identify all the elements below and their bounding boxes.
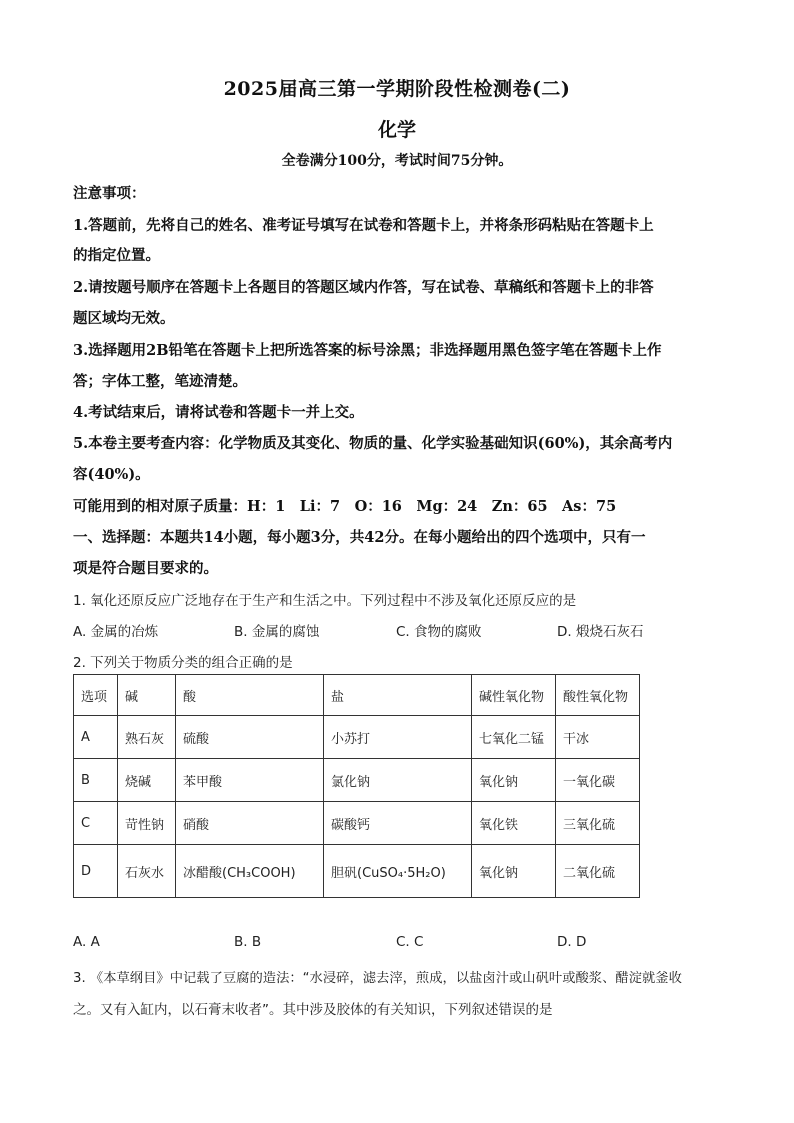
note-3-line-1: 3.选择题用2B铅笔在答题卡上把所选答案的标号涂黑；非选择题用黑色签字笔在答题卡上作: [73, 342, 662, 359]
table-cell: 干冰: [556, 716, 640, 759]
note-3-line-2: 答；字体工整，笔迹清楚。: [73, 373, 247, 390]
question-2-option-c: C. C: [396, 934, 424, 950]
table-cell: 冰醋酸(CH₃COOH): [176, 845, 324, 898]
notes-heading: 注意事项：: [73, 185, 146, 202]
question-1-option-c: C. 食物的腐败: [396, 624, 482, 640]
question-2-option-d: D. D: [557, 934, 587, 950]
subject-title: 化学: [377, 119, 416, 141]
table-cell: 小苏打: [324, 716, 472, 759]
table-header-cell: 选项: [74, 675, 118, 716]
table-row: [74, 802, 640, 845]
section-1-heading-line-1: 一、选择题：本题共14小题，每小题3分，共42分。在每小题给出的四个选项中，只有一: [73, 529, 646, 546]
question-2-stem: 2. 下列关于物质分类的组合正确的是: [73, 655, 293, 671]
question-1-option-b: B. 金属的腐蚀: [234, 624, 320, 640]
note-1-line-1: 1.答题前，先将自己的姓名、准考证号填写在试卷和答题卡上，并将条形码粘贴在答题卡上: [73, 217, 654, 234]
table-cell: 碳酸钙: [324, 802, 472, 845]
full-score-note: 全卷满分100分，考试时间75分钟。: [281, 153, 513, 169]
table-row: [74, 845, 640, 898]
table-header-cell: 酸: [176, 675, 324, 716]
note-2-line-2: 题区域均无效。: [73, 310, 175, 327]
table-cell: 熟石灰: [118, 716, 176, 759]
table-cell: 氧化钠: [472, 759, 556, 802]
question-3-line-2: 之。又有入缸内，以石膏末收者”。其中涉及胶体的有关知识，下列叙述错误的是: [73, 1002, 553, 1018]
table-cell: C: [74, 802, 118, 845]
exam-title: 2025届高三第一学期阶段性检测卷(二): [223, 78, 571, 100]
table-cell: 石灰水: [118, 845, 176, 898]
table-cell: 氧化铁: [472, 802, 556, 845]
table-row: [74, 759, 640, 802]
table-cell: 三氧化硫: [556, 802, 640, 845]
table-cell: 苯甲酸: [176, 759, 324, 802]
table-header-cell: 碱性氧化物: [472, 675, 556, 716]
note-5-line-2: 容(40%)。: [73, 466, 150, 483]
table-cell: 烧碱: [118, 759, 176, 802]
table-cell: 硫酸: [176, 716, 324, 759]
table-cell: 苛性钠: [118, 802, 176, 845]
question-1-stem: 1. 氧化还原反应广泛地存在于生产和生活之中。下列过程中不涉及氧化还原反应的是: [73, 593, 577, 609]
question-2-option-b: B. B: [234, 934, 262, 950]
table-cell: B: [74, 759, 118, 802]
table-cell: D: [74, 845, 118, 898]
note-4: 4.考试结束后，请将试卷和答题卡一并上交。: [73, 404, 364, 421]
table-cell: 硝酸: [176, 802, 324, 845]
note-2-line-1: 2.请按题号顺序在答题卡上各题目的答题区域内作答，写在试卷、草稿纸和答题卡上的非答: [73, 279, 654, 296]
table-header-row: [74, 675, 640, 716]
question-3-line-1: 3. 《本草纲目》中记载了豆腐的造法：“水浸碎，滤去滓，煎成，以盐卤汁或山矾叶或酸浆、醋淀就釜收: [73, 971, 682, 986]
table-cell: A: [74, 716, 118, 759]
note-5-line-1: 5.本卷主要考查内容：化学物质及其变化、物质的量、化学实验基础知识(60%)，其余高考内: [73, 435, 673, 452]
table-row: [74, 716, 640, 759]
note-1-line-2: 的指定位置。: [73, 247, 160, 264]
table-cell: 胆矾(CuSO₄·5H₂O): [324, 845, 472, 898]
question-2-option-a: A. A: [73, 934, 100, 950]
table-header-cell: 酸性氧化物: [556, 675, 640, 716]
table-header-cell: 碱: [118, 675, 176, 716]
table-cell: 七氧化二锰: [472, 716, 556, 759]
table-cell: 二氧化硫: [556, 845, 640, 898]
atomic-mass-line: 可能用到的相对原子质量：H：1 Li：7 O：16 Mg：24 Zn：65 As：75: [73, 498, 617, 515]
question-1-option-a: A. 金属的冶炼: [73, 624, 159, 640]
table-header-cell: 盐: [324, 675, 472, 716]
classification-table: [73, 674, 640, 898]
question-1-option-d: D. 煅烧石灰石: [557, 624, 644, 640]
table-cell: 氯化钠: [324, 759, 472, 802]
table-cell: 一氧化碳: [556, 759, 640, 802]
section-1-heading-line-2: 项是符合题目要求的。: [73, 560, 218, 577]
table-cell: 氧化钠: [472, 845, 556, 898]
